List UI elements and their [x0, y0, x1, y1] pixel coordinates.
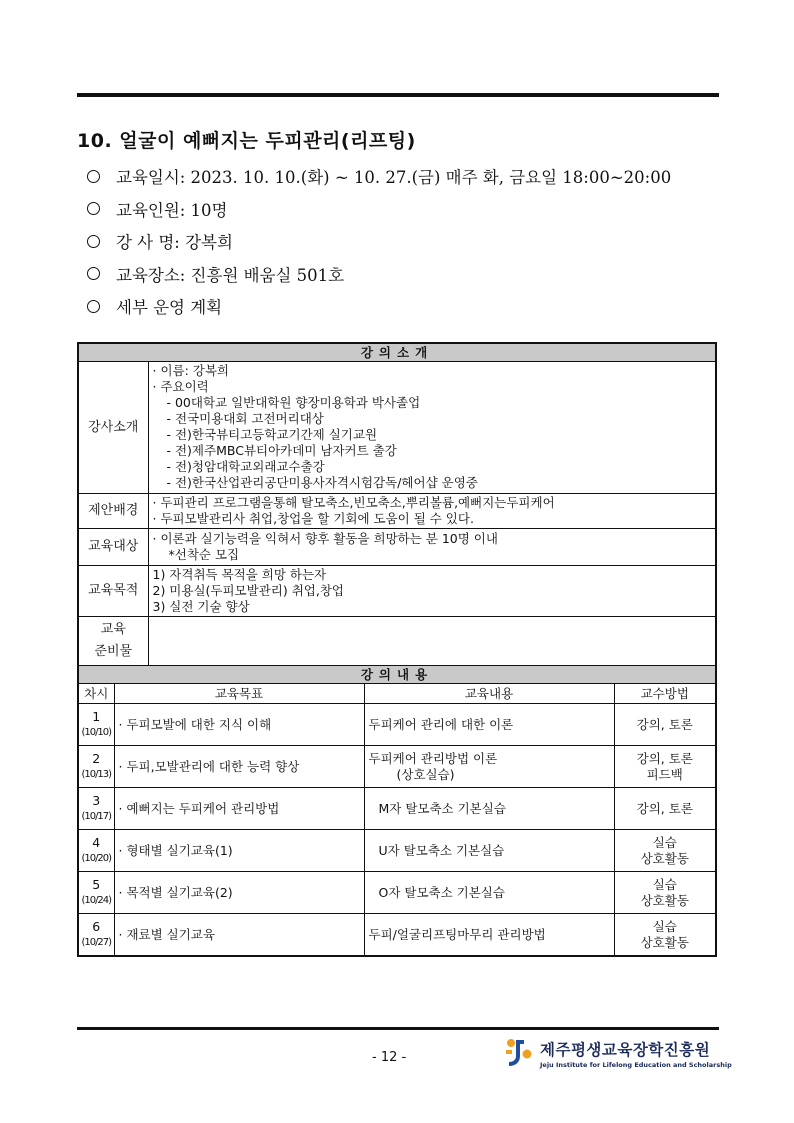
content-column-headers	[78, 684, 716, 704]
session-goal: · 형태별 실기교육(1)	[114, 830, 364, 872]
instructor-line: - 전)한국뷰티고등학교기간제 실기교원	[166, 427, 378, 442]
session-content: 두피케어 관리방법 이론 (상호실습)	[364, 746, 614, 788]
bullet-text: 강 사 명: 강복희	[116, 233, 233, 253]
bullet-item	[87, 160, 671, 193]
session-number: 2 (10/13)	[78, 746, 114, 788]
instructor-line: · 주요이력	[152, 379, 209, 394]
session-number: 1 (10/10)	[78, 704, 114, 746]
background-row	[78, 494, 716, 529]
session-method: 강의, 토론	[614, 788, 716, 830]
purpose-row	[78, 566, 716, 617]
bullet-text: 세부 운영 계획	[116, 298, 223, 318]
bullet-text: 교육인원: 10명	[116, 200, 228, 220]
bullet-item	[87, 290, 671, 323]
circle-bullet-icon	[87, 267, 100, 280]
materials-value	[148, 617, 716, 666]
session-content: U자 탈모축소 기본실습	[364, 830, 614, 872]
session-goal: · 두피모발에 대한 지식 이해	[114, 704, 364, 746]
session-content: O자 탈모축소 기본실습	[364, 872, 614, 914]
target-row	[78, 529, 716, 566]
table-row	[78, 914, 716, 957]
bullet-item	[87, 258, 671, 291]
section-title: 10. 얼굴이 예뻐지는 두피관리(리프팅)	[77, 130, 416, 152]
circle-bullet-icon	[87, 202, 100, 215]
col-content: 교육내용	[364, 684, 614, 704]
session-content: 두피/얼굴리프팅마무리 관리방법	[364, 914, 614, 957]
session-number: 4 (10/20)	[78, 830, 114, 872]
instructor-row	[78, 362, 716, 494]
instructor-line: - 전)청암대학교외래교수출강	[166, 459, 325, 474]
col-method: 교수방법	[614, 684, 716, 704]
purpose-line: 2) 미용실(두피모발관리) 취업,창업	[152, 583, 344, 598]
session-method: 강의, 토론 피드백	[614, 746, 716, 788]
course-plan-table	[77, 342, 717, 957]
circle-bullet-icon	[87, 300, 100, 313]
session-goal: · 목적별 실기교육(2)	[114, 872, 364, 914]
instructor-line: - 전)한국산업관리공단미용사자격시험감독/헤어샵 운영중	[166, 475, 478, 490]
intro-header: 강의소개	[78, 343, 716, 362]
circle-bullet-icon	[87, 235, 100, 248]
org-name-kr: 제주평생교육장학진흥원	[540, 1040, 711, 1059]
circle-bullet-icon	[87, 170, 100, 183]
target-line: · 이론과 실기능력을 익혀서 향후 활동을 희망하는 분 10명 이내	[152, 531, 498, 546]
session-content: 두피케어 관리에 대한 이론	[364, 704, 614, 746]
col-goal: 교육목표	[114, 684, 364, 704]
session-goal: · 두피,모발관리에 대한 능력 향상	[114, 746, 364, 788]
target-label: 교육대상	[78, 529, 148, 566]
purpose-line: 1) 자격취득 목적을 희망 하는자	[152, 567, 327, 582]
bullet-item	[87, 225, 671, 258]
session-number: 3 (10/17)	[78, 788, 114, 830]
org-name-en: Jeju Institute for Lifelong Education and Scholarship	[540, 1060, 732, 1069]
session-method: 강의, 토론	[614, 704, 716, 746]
instructor-line: - 00대학교 일반대학원 향장미용학과 박사졸업	[166, 395, 421, 410]
info-bullet-list	[87, 160, 671, 323]
instructor-label: 강사소개	[78, 362, 148, 494]
table-row	[78, 830, 716, 872]
top-rule	[77, 93, 719, 97]
instructor-line: - 전국미용대회 고전머리대상	[166, 411, 324, 426]
session-method: 실습 상호활동	[614, 914, 716, 957]
background-line: · 두피관리 프로그램을통해 탈모축소,빈모축소,뿌리볼륨,예뻐지는두피케어	[152, 495, 555, 510]
table-row	[78, 872, 716, 914]
instructor-line: - 전)제주MBC뷰티아카데미 남자커트 출강	[166, 443, 397, 458]
purpose-label: 교육목적	[78, 566, 148, 617]
bottom-rule	[77, 1027, 719, 1030]
session-content: M자 탈모축소 기본실습	[364, 788, 614, 830]
session-goal: · 예뻐지는 두피케어 관리방법	[114, 788, 364, 830]
session-number: 5 (10/24)	[78, 872, 114, 914]
purpose-line: 3) 실전 기술 향상	[152, 599, 250, 614]
table-row	[78, 788, 716, 830]
content-header: 강의내용	[78, 666, 716, 684]
col-session: 차시	[78, 684, 114, 704]
materials-row	[78, 617, 716, 666]
page-number: - 12 -	[372, 1050, 407, 1065]
target-line: *선착순 모집	[168, 547, 240, 562]
bullet-item	[87, 193, 671, 226]
background-label: 제안배경	[78, 494, 148, 529]
background-line: · 두피모발관리사 취업,창업을 할 기회에 도움이 될 수 있다.	[152, 511, 474, 526]
org-logo-icon	[502, 1036, 534, 1070]
bullet-text: 교육장소: 진흥원 배움실 501호	[116, 265, 345, 285]
bullet-text: 교육일시: 2023. 10. 10.(화) ~ 10. 27.(금) 매주 화, 금요일 18:00~20:00	[116, 168, 672, 188]
session-goal: · 재료별 실기교육	[114, 914, 364, 957]
session-number: 6 (10/27)	[78, 914, 114, 957]
materials-label: 교육 준비물	[78, 617, 148, 666]
instructor-line: · 이름: 강복희	[152, 363, 230, 378]
session-method: 실습 상호활동	[614, 872, 716, 914]
table-row	[78, 746, 716, 788]
table-row	[78, 704, 716, 746]
org-logo	[502, 1036, 732, 1070]
session-method: 실습 상호활동	[614, 830, 716, 872]
